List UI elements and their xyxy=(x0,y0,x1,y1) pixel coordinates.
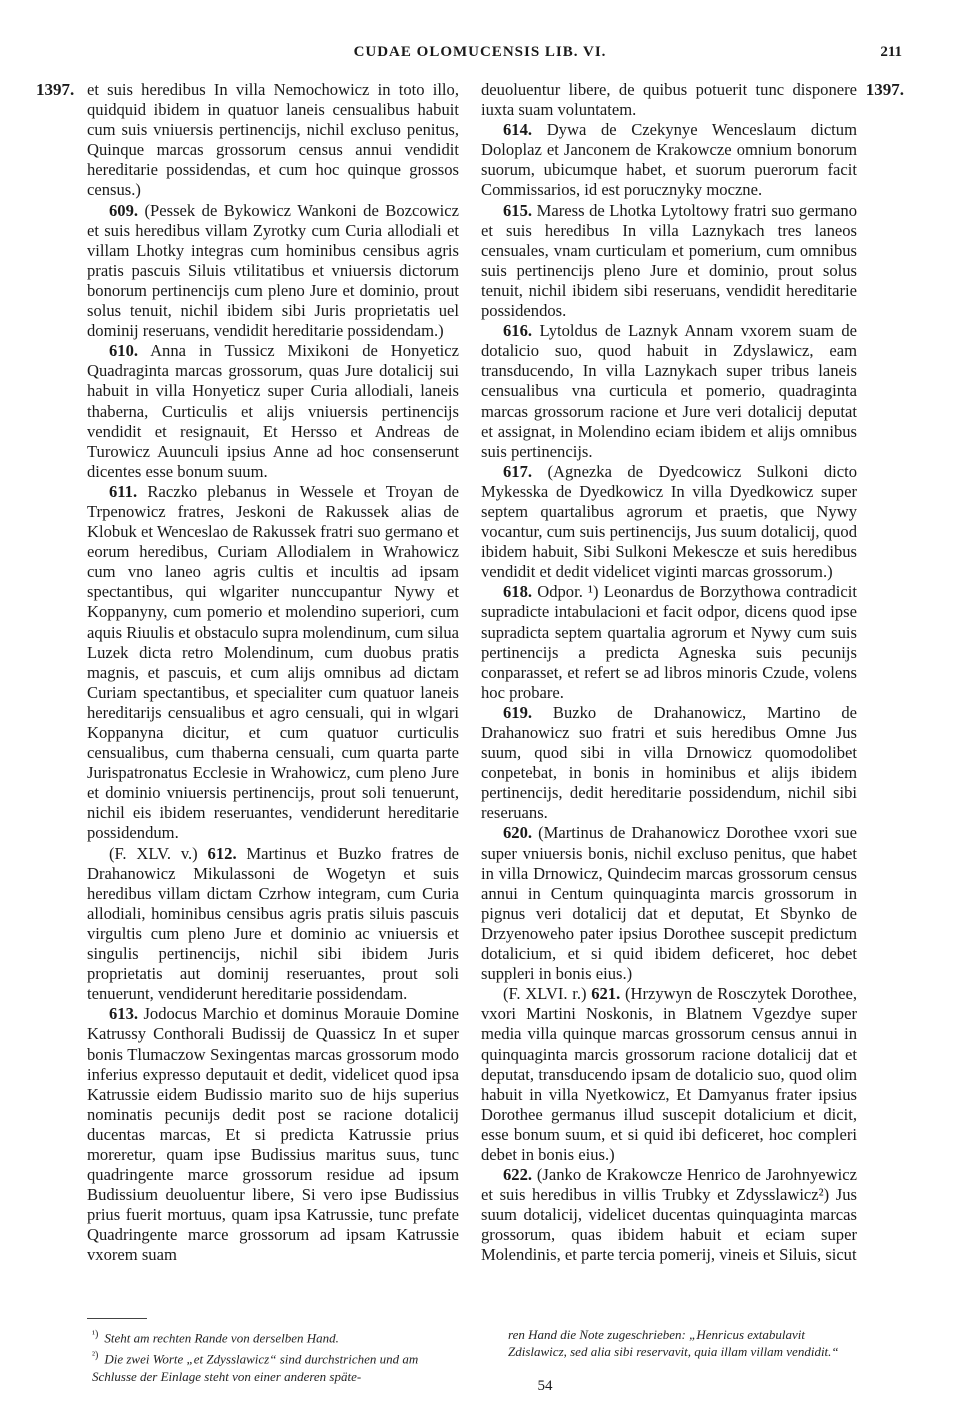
entry-text: Lytoldus de Laznyk Annam vxorem suam de dotalicio suo, quod habuit in Zdyslawicz, eam transducendo, In villa Laznykach super tribus laneis censualibus vna curticula et pomerio, quadraginta marcas grossorum racione et Jure veri dotalicij deputat et assignat, in Molendino eciam ibidem et alijs omnibus suis pertinencijs. xyxy=(481,321,857,461)
entry-text: Odpor. ¹) Leonardus de Borzythowa contradicit supradicte intabulacioni et facit odpor, dicens quod ipse supradicta septem quartalia agrorum et Nywy cum suis pertinencijs a predicta Agneska suis pecunijs conparasset, et refert se ad libros minoris Czude, volens hoc probare. xyxy=(481,582,857,702)
entry-paragraph xyxy=(481,321,857,462)
entry-paragraph xyxy=(87,341,459,482)
footnote-mark: ²) xyxy=(92,1350,99,1362)
footnote-mark: ¹) xyxy=(92,1329,99,1340)
entry-number: 614. xyxy=(503,120,533,140)
footnote-text: Die zwei Worte „et Zdysslawicz“ sind durchstrichen und am Schlusse der Einlage steht von einer anderen späte- xyxy=(92,1351,419,1384)
margin-year-left: 1397. xyxy=(36,80,75,99)
entry-number: 612. xyxy=(207,843,237,863)
entry-text: (Martinus de Drahanowicz Dorothee vxori sue super vniuersis bonis, nichil excluso penitus, que habet in villa Drnowicz, Quindecim marcas grossorum census annui in Centum quinquaginta marcis grossorum in pignus veri dotalicij dat et deputat, Et Sbynko de Drzyenoweho pater ipsius Dorothee suscepit predictum dotalicium, et si quid ibidem deficeret, hoc debet suppleri in bonis eius.) xyxy=(481,823,857,984)
entry-text: (Agnezka de Dyedcowicz Sulkoni dicto Mykesska de Dyedkowicz In villa Dyedkowicz super septem quartalibus agrorum et praetis, que Nywy vocantur, cum suis pertinencijs, Jus suum dotalicij, quod ibidem habuit, Sibi Sulkoni Mekescze et suis heredibus vendidit et dedit videlicet viginti marcas grossorum.) xyxy=(481,461,858,582)
entry-text: Raczko plebanus in Wessele et Troyan de Trpenowicz fratres, Jeskoni de Rakussek alias de Klobuk et Wenceslao de Rakussek fratri suo germano et eorum heredibus, Curiam Allodialem in Wrahowicz cum vno laneo agris cultis et incultis ad ipsam spectantibus, qui wlgariter nunccupantur Nywy et Koppanyny, cum pomerio et molendino superiori, cum aquis Riuulis et obstaculo supra molendinum, cum silua Luzek dicta retro Molendinum, cum duobus pratis magnis, et pascuis, et cum alijs omnibus ad dictam Curiam spectantibus, et specialiter cum quatuor laneis hereditarijs censualibus et agro censuali, qui in wlgari Koppanyna dicitur, et cum quatuor curticulis censualibus, cum thaberna censuali, cum quarta parte Jurispatronatus Ecclesie in Wrahowicz, cum pleno Jure et dominio vniuersis pertinencijs, prout soli tenuerunt, nichil eis ibidem reseruantes, vendiderunt hereditarie possidendum. xyxy=(87,481,459,843)
entry-paragraph xyxy=(481,462,857,583)
entry-number: 615. xyxy=(503,200,533,220)
entry-number: 618. xyxy=(503,582,533,602)
entry-paragraph xyxy=(87,201,459,342)
signature-mark: 54 xyxy=(537,1378,553,1394)
footnotes-right xyxy=(508,1326,858,1361)
margin-year-right: 1397. xyxy=(865,80,904,99)
entry-paragraph xyxy=(481,703,857,824)
entry-text: Martinus et Buzko fratres de Drahanowicz Mikulassoni de Wogetyn et suis heredibus villam dictam Czrhow integram, cum Curia allodiali, hominibus censibus agris pratis siluis pascuis virgultis cum pleno Jure et dominio ac vniuersis et singulis pertinencijs, nichil sibi ibidem Juris proprietatis aut dominij reseruantes, prout soli tenuerunt, vendiderunt hereditarie possidendam. xyxy=(87,843,459,1004)
entry-text: Buzko de Drahanowicz, Martino de Drahanowicz suo fratri et suis heredibus Omne Jus suum, quod sibi in villa Drnowicz quomodolibet conpetebat, in bonis in hominibus et alijs ibidem pertinencijs, dedit hereditarie possidendum, nichil sibi reseruans. xyxy=(481,702,857,823)
footnote xyxy=(92,1326,459,1346)
footnote-rule xyxy=(87,1318,147,1319)
entry-number: 622. xyxy=(503,1165,533,1185)
entry-text: (Janko de Krakowcze Henrico de Jarohnyewicz et suis heredibus in villis Trubky et Zdysslawicz²) Jus suum dotalicij, videlicet ducentas quinquaginta marcas grossorum, quas ibidem habuit et eciam super Molendinis, et parte tercia pomerij, vineis et Siluis, sicut xyxy=(481,1165,857,1265)
entry-number: 617. xyxy=(503,461,533,481)
entry-paragraph xyxy=(481,1165,857,1265)
entry-text: Dywa de Czekynye Wenceslaum dictum Doloplaz et Janconem de Krakowcze omnium bonorum suorum, ubicumque habet, et suorum puerorum facit Commissarios, id est porucznyky moczne. xyxy=(481,120,857,200)
entry-number: 621. xyxy=(591,984,621,1004)
continuation-text: et suis heredibus In villa Nemochowicz in toto illo, quidquid ibidem in quatuor laneis censualibus habuit cum suis vniuersis pertinencijs, nichil excluso penitus, Quinque marcas grossorum census annui vendidit hereditarie possidendas, et cum hoc quinque grossos census.) xyxy=(87,80,459,200)
entry-paragraph xyxy=(87,1004,459,1265)
entry-number: 611. xyxy=(109,481,138,501)
running-head xyxy=(0,44,960,68)
entry-paragraph xyxy=(481,582,857,703)
entry-number: 619. xyxy=(503,702,533,722)
entry-paragraph xyxy=(481,120,857,200)
footnote-continuation: ren Hand die Note zugeschrieben: „Henricus extabulavit Zdislawicz, sed alia sibi reservavit, quia illam villam vendidit.“ xyxy=(508,1327,839,1359)
page-number: 211 xyxy=(880,44,902,60)
entry-text: (Hrzywyn de Rosczytek Dorothee, vxori Martini Noskonis, in Blatnem Vgezdye super media villa quinque marcas grossorum census annui in quinquaginta marcis grossorum racione dotalicij dat et deputat, transducendo ipsam de dotalicio suo, quod olim habuit in villa Nyetkowicz, Et Damyanus frater ipsius Dorothee germanus illud suscepit dotalicium et dicit, esse bonum suum, et si quid ibi deficeret, hoc compleri debet in bonis eius.) xyxy=(481,984,857,1164)
folio-reference: (F. XLVI. r.) xyxy=(503,984,587,1004)
right-column xyxy=(481,80,857,1266)
footnotes-left xyxy=(92,1326,459,1386)
entry-number: 609. xyxy=(109,200,139,220)
entry-text: (Pessek de Bykowicz Wankoni de Bozcowicz et suis heredibus villam Zyrotky cum Curia allodiali et villam Lhotky integras cum hominibus censibus agris pratis pascuis Siluis vtilitatibus et vniuersis dictorum bonorum pertinencijs cum pleno Jure et dominio, prout solus tenuit, nichil ibidem sibi Juris proprietatis uel dominij reseruans, vendidit hereditarie possidendam.) xyxy=(87,200,459,341)
entry-text: Jodocus Marchio et dominus Morauie Domine Katrussy Conthorali Budissij de Quassicz In et super bonis Tlumaczow Sexingentas marcas grossorum modo inferius expresso deputauit et dedit, videlicet quod ipsa Katrussie eidem Budissio marito suo de hijs superius nominatis pecunijs dedit post se racione dotalicij ducentas marcas, Et si predicta Katrussie prius moreretur, quam ipse Budissius maritus suus, tunc quadringente marce grossorum residue ad ipsum Budissium deuoluentur libere, Si vero ipse Budissius prius fuerit mortuus, quam ipsa Katrussie, tunc prefate Quadringente marce grossorum ad ipsam Katrussie vxorem suam xyxy=(87,1004,459,1265)
entry-text: Anna in Tussicz Mixikoni de Honyeticz Quadraginta marcas grossorum, quas Jure dotalicij sui habuit in villa Honyeticz super Curia allodiali, laneis thaberna, Curticulis et alijs vniuersis pertinencijs vendidit et resignauit, Et Hersso et Andreas de Turowicz Auunculi ipsius Anne ad hoc consenserunt dicentes esse bonum suum. xyxy=(87,341,459,481)
running-title: CUDAE OLOMUCENSIS LIB. VI. xyxy=(353,44,607,60)
entry-paragraph xyxy=(481,984,857,1165)
left-column xyxy=(87,80,459,1266)
entry-number: 620. xyxy=(503,823,533,843)
entry-number: 616. xyxy=(503,321,533,341)
entry-paragraph xyxy=(481,201,857,322)
entry-paragraph xyxy=(87,482,459,844)
footnote-text: Steht am rechten Rande von derselben Hand. xyxy=(104,1330,339,1346)
entry-paragraph xyxy=(481,823,857,984)
entry-paragraph xyxy=(87,844,459,1005)
folio-reference: (F. XLV. v.) xyxy=(109,843,198,863)
entry-text: Maress de Lhotka Lytoltowy fratri suo germano et suis heredibus In villa Laznykach tres laneos censuales, vnam curticulam et pomerium, cum omnibus suis pertinencijs pleno Jure et dominio, prout solus tenuit, nichil ibidem sibi reseruans, vendidit hereditarie possidendos. xyxy=(481,200,857,321)
entry-number: 610. xyxy=(109,341,139,361)
continuation-text: deuoluentur libere, de quibus potuerit tunc disponere iuxta suam voluntatem. xyxy=(481,80,857,120)
entry-number: 613. xyxy=(109,1004,139,1024)
